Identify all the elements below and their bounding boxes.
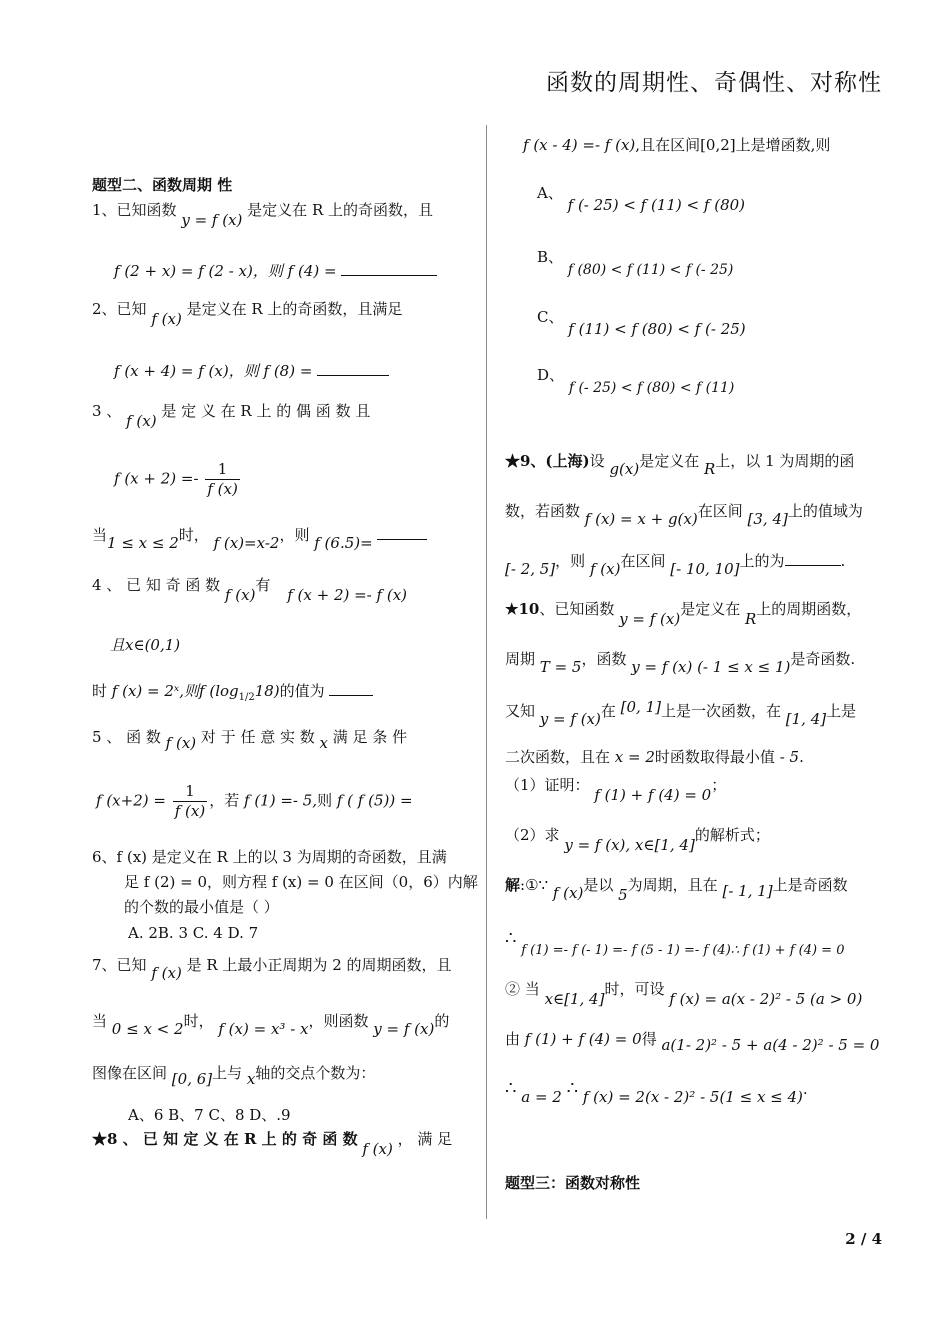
q4-answer-blank <box>329 695 373 696</box>
q8-line1: ★8 、 已 知 定 义 在 R 上 的 奇 函 数 f (x) ， 满 足 <box>92 1130 453 1158</box>
q3-line2: f (x + 2) =- $\frac{1}{f (x)}$ <box>114 460 238 498</box>
q6-options: A. 2B. 3 C. 4 D. 7 <box>128 924 259 942</box>
section-title-periodicity: 题型二、函数周期 性 <box>92 176 233 194</box>
q10-part2: （2）求 y = f (x), x∈[1, 4]的解析式； <box>505 826 770 854</box>
q4-line1: 4 、 已 知 奇 函 数 f (x)有 f (x + 2) =- f (x) <box>92 576 408 604</box>
q2-line2: f (x + 4) = f (x)，则 f (8) = <box>114 362 389 381</box>
q9-line2: 数，若函数 f (x) = x + g(x)在区间 [3, 4]上的值域为 <box>505 502 863 528</box>
q8-option-d: D、 f (- 25) < f (80) < f (11) <box>537 366 735 396</box>
q7-line2: 当 0 ≤ x < 2时， f (x) = x³ - x，则函数 y = f (x)的 <box>92 1012 450 1038</box>
q8-option-c: C、 f (11) < f (80) < f (- 25) <box>537 308 746 338</box>
solution-line3: ② 当 x∈[1, 4]时，可设 f (x) = a(x - 2)² - 5 (a > 0) <box>505 980 863 1008</box>
solution-line2: ∴ f (1) =- f (- 1) =- f (5 - 1) =- f (4)∴ f (1) + f (4) = 0 <box>505 928 845 958</box>
q2-line1: 2、已知 f (x) 是定义在 R 上的奇函数，且满足 <box>92 300 403 328</box>
q7-line1: 7、已知 f (x) 是 R 上最小正周期为 2 的周期函数，且 <box>92 956 452 982</box>
q10-line1: ★10、已知函数 y = f (x)是定义在 R上的周期函数， <box>505 600 862 628</box>
column-divider <box>486 125 487 1219</box>
q10-line2: 周期 T = 5，函数 y = f (x) (- 1 ≤ x ≤ 1)是奇函数. <box>505 650 856 676</box>
section-title-symmetry: 题型三：函数对称性 <box>505 1174 641 1192</box>
solution-line4: 由 f (1) + f (4) = 0得 a(1- 2)² - 5 + a(4 - 2)² - 5 = 0 <box>505 1030 880 1054</box>
q8-continued: f (x - 4) =- f (x),且在区间[0,2]上是增函数,则 <box>523 136 831 154</box>
q6-line1: 6、f (x) 是定义在 R 上的以 3 为周期的奇函数，且满 <box>92 848 447 866</box>
solution-line5: ∴ a = 2 ∴ f (x) = 2(x - 2)² - 5(1 ≤ x ≤ 4). <box>505 1078 808 1106</box>
q4-line3: 时 f (x) = 2ˣ,则f $(\log_{1/2}18)$的值为 <box>92 682 373 705</box>
q10-line4: 二次函数，且在 x = 2时函数取得最小值 - 5. <box>505 748 804 766</box>
q10-part1: （1）证明： f (1) + f (4) = 0； <box>505 776 727 804</box>
q9-line1: ★9、(上海)设 g(x)是定义在 R上，以 1 为周期的函 <box>505 452 855 478</box>
page-header-title: 函数的周期性、奇偶性、对称性 <box>546 70 882 96</box>
q9-answer-blank <box>785 565 841 566</box>
q9-line3: [- 2, 5]，则 f (x)在区间 [- 10, 10]上的为 . <box>505 552 846 578</box>
q5-line2: f (x+2) = $\frac{1}{f (x)}$ ，若 f (1) =- 5,则 f ( f (5)) = <box>96 782 413 820</box>
q1-line2: f (2 + x) = f (2 - x)，则 f (4) = <box>114 262 437 281</box>
q5-line1: 5 、 函 数 f (x) 对 于 任 意 实 数 x 满 足 条 件 <box>92 728 408 752</box>
q6-line3: 的个数的最小值是（ ） <box>124 898 279 916</box>
q7-options: A、6 B、7 C、8 D、.9 <box>128 1106 291 1124</box>
q3-line3: 当1 ≤ x ≤ 2时， f (x)=x-2，则 f (6.5)= <box>92 526 427 545</box>
q1-answer-blank <box>341 275 437 276</box>
q1-line1: 1、已知函数 y = f (x) 是定义在 R 上的奇函数，且 <box>92 201 434 229</box>
solution-line1: 解:①∵ f (x)是以 5为周期，且在 [- 1, 1]上是奇函数 <box>505 876 848 904</box>
q4-line2: 且x∈(0,1) <box>110 636 181 654</box>
q6-line2: 足 f (2) = 0，则方程 f (x) = 0 在区间（0，6）内解 <box>124 873 478 891</box>
q2-answer-blank <box>317 375 389 376</box>
q3-line1: 3 、 f (x) 是 定 义 在 R 上 的 偶 函 数 且 <box>92 402 371 430</box>
page-number: 2 / 4 <box>845 1230 882 1248</box>
q10-line3: 又知 y = f (x)在 [0, 1]上是一次函数，在 [1, 4]上是 <box>505 698 857 728</box>
q8-option-a: A、 f (- 25) < f (11) < f (80) <box>537 184 746 214</box>
q3-answer-blank <box>377 539 427 540</box>
q8-option-b: B、 f (80) < f (11) < f (- 25) <box>537 248 734 278</box>
q7-line3: 图像在区间 [0, 6]上与 x轴的交点个数为： <box>92 1064 376 1088</box>
